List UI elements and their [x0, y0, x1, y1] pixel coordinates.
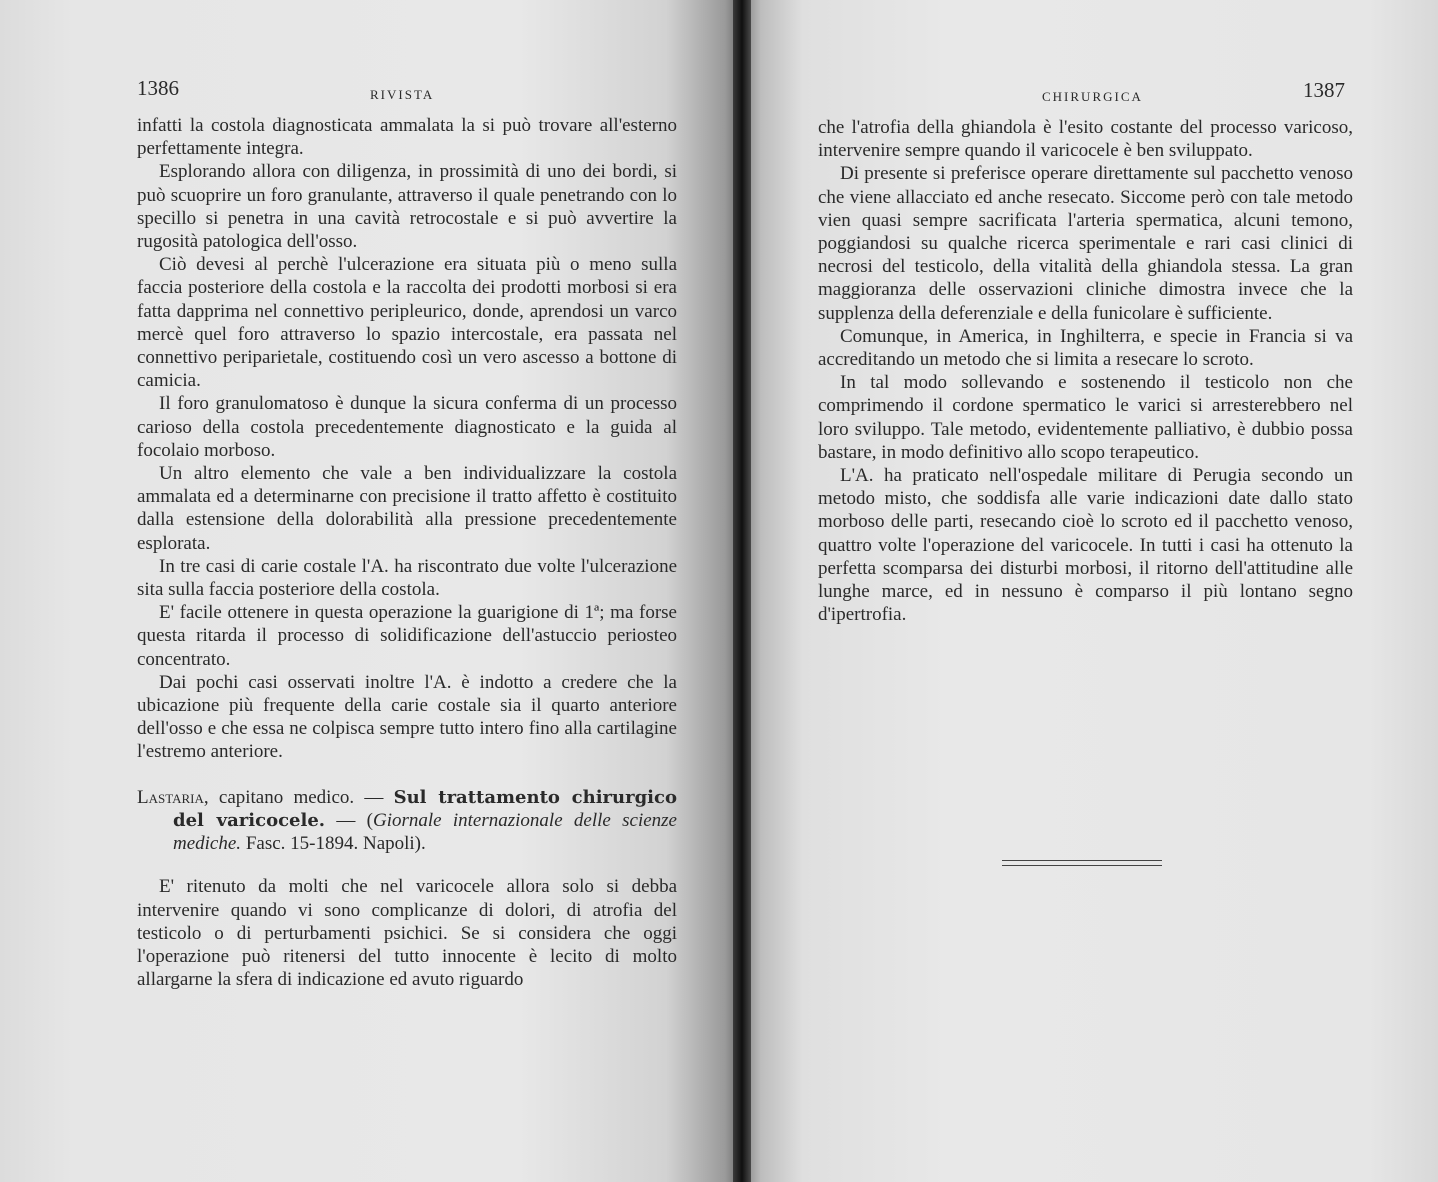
reference-issue: Fasc. 15-1894. Napoli).	[241, 833, 426, 855]
paragraph: In tre casi di carie costale l'A. ha riscontrato due volte l'ulcerazione sita sulla faccia posteriore della costola.	[137, 555, 677, 601]
paragraph: Dai pochi casi osservati inoltre l'A. è indotto a credere che la ubicazione più frequente della carie costale sia il quarto anteriore dell'osso e che essa ne colpisca sempre tutto intero fino alla cartilagine l'estremo anteriore.	[137, 671, 677, 763]
paragraph: Il foro granulomatoso è dunque la sicura conferma di un processo carioso della costola precedentemente diagnosticato e la guida al focolaio morboso.	[137, 393, 677, 461]
paragraph: In tal modo sollevando e sostenendo il testicolo non che comprimendo il cordone spermatico le varici si arresterebbero nel loro sviluppo. Tale metodo, evidentemente palliativo, è dubbio possa bastare, in modo definitivo allo scopo terapeutico.	[818, 372, 1353, 463]
article-reference	[137, 786, 677, 856]
paragraph: Comunque, in America, in Inghilterra, e specie in Francia si va accreditando un metodo che si limita a resecare lo scroto.	[818, 325, 1353, 371]
right-running-title: CHIRURGICA	[1042, 89, 1143, 104]
book-gutter	[733, 0, 751, 1182]
left-body-text	[137, 114, 677, 991]
paragraph: che l'atrofia della ghiandola è l'esito costante del processo varicoso, intervenire sempre quando il varicocele è ben sviluppato.	[818, 117, 1353, 162]
reference-author: Lastaria	[137, 786, 204, 808]
left-page-number: 1386	[137, 76, 179, 100]
section-divider	[1002, 860, 1162, 870]
reference-separator: — (	[325, 809, 373, 831]
paragraph: infatti la costola diagnosticata ammalata la si può trovare all'esterno perfettamente integra.	[137, 115, 677, 160]
paragraph: E' facile ottenere in questa operazione la guarigione di 1ª; ma forse questa ritarda il processo di solidificazione dell'astuccio periosteo concentrato.	[137, 602, 677, 670]
reference-author-role: , capitano medico. —	[203, 786, 394, 808]
paragraph: Di presente si preferisce operare direttamente sul pacchetto venoso che viene allacciato ed anche resecato. Siccome però con tale metodo vien quasi sempre sacrificata l'arteria spermatica, alcuni temono, poggiandosi su qualche ricerca sperimentale e rari casi clinici di necrosi del testicolo, della vitalità della ghiandola stessa. La gran maggioranza delle osservazioni cliniche dimostra invece che la supplenza della deferenziale e della funicolare è sufficiente.	[818, 163, 1353, 324]
right-body-text	[818, 116, 1353, 626]
reference-journal: Giornale internazionale delle scienze mediche.	[173, 809, 677, 855]
paragraph: L'A. ha praticato nell'ospedale militare di Perugia secondo un metodo misto, che soddisfa alle varie indicazioni date dallo stato morboso delle parti, resecando cioè lo scroto ed il pacchetto venoso, quattro volte l'operazione del varicocele. In tutti i casi ha ottenuto la perfetta scomparsa dei disturbi morbosi, il ritorno dell'attitudine alle lunghe marce, ed in nessuno è comparso il più lontano segno d'ipertrofia.	[818, 465, 1353, 626]
right-page-number: 1387	[1303, 78, 1345, 102]
paragraph: Esplorando allora con diligenza, in prossimità di uno dei bordi, si può scuoprire un foro granulante, attraverso il quale penetrando con lo specillo si penetra in una cavità retrocostale e si può avvertire la rugosità patologica dell'osso.	[137, 161, 677, 253]
paragraph: Ciò devesi al perchè l'ulcerazione era situata più o meno sulla faccia posteriore della costola e la raccolta dei prodotti morbosi si era fatta dapprima nel connettivo peripleurico, donde, aprendosi un varco mercè quel foro attraverso lo spazio intercostale, era passata nel connettivo periparietale, costituendo così un vero ascesso a bottone di camicia.	[137, 254, 677, 392]
paragraph: Un altro elemento che vale a ben individualizzare la costola ammalata ed a determinarne con precisione il tratto affetto è costituito dalla estensione della dolorabilità alla pressione precedentemente esplorata.	[137, 463, 677, 554]
left-running-title: RIVISTA	[370, 87, 435, 102]
reference-title: Sul trattamento chirurgico del varicocele.	[173, 786, 677, 831]
paragraph: E' ritenuto da molti che nel varicocele allora solo si debba intervenire quando vi sono complicanze di dolori, di atrofia del testicolo o di perturbamenti psichici. Se si considera che oggi l'operazione può ritenersi del tutto innocente è lecito di molto allargarne la sfera di indicazione ed avuto riguardo	[137, 876, 677, 991]
